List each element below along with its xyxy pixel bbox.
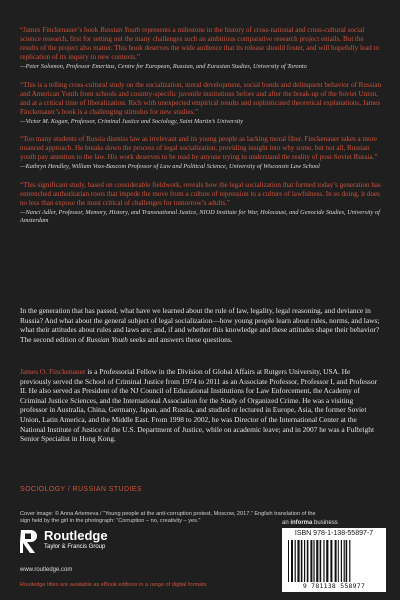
quote-text: “This significant study, based on considerable fieldwork, reveals how the legal socialization that formed today’s generation has entrenched authoritarian roots that impede the move from a culture of repression to a culture of lawfulness. In so doing, it does no less than expose the most critical of challenges for tomorrow’s adults.” (20, 180, 381, 207)
routledge-logo-icon (20, 528, 38, 554)
book-title: Russian Youth (100, 26, 141, 34)
review-quote (20, 81, 382, 117)
barcode-panel (282, 528, 386, 592)
barcode-bar (297, 540, 299, 582)
isbn-number: ISBN 978-1-138-55897-7 (294, 530, 374, 537)
barcode-bar (313, 540, 314, 582)
barcode-bar (341, 540, 342, 582)
bio-text: is a Professorial Fellow in the Division of Global Affairs at Rutgers University, USA. He previously served the School of Criminal Justice from 1974 to 2011 as an Associate Professor, Professor I, and Professor II. He also served as President of the NJ Council of Educational Institutions for Law Enforcement, the Academy of Criminal Justice Sciences, and the International Association for the Study of Organized Crime. He was a visiting professor in Australia, China, Germany, Japan, and Russia, and studied or lectured in Europe, Asia, the former Soviet Union, Latin America, and the Middle East. From 1998 to 2002, he was Director of the International Center at the National Institute of Justice of the U.S. Department of Justice, while on academic leave; and in 2007 he was a Fulbright Senior Specialist in Hong Kong. (20, 367, 377, 444)
barcode-bar (346, 540, 348, 582)
barcode-bar (307, 540, 309, 582)
reviews-section (20, 26, 382, 234)
barcode-bar (335, 540, 337, 582)
review-attribution: —Victor M. Kogan, Professor, Criminal Justice and Sociology, Saint Martin’s University (20, 117, 244, 125)
barcode-bar (301, 540, 303, 582)
author-name: James O. Finckenauer (20, 367, 86, 376)
barcode-bar (330, 540, 332, 582)
summary-text: seeks and answers these questions. (127, 334, 233, 344)
barcode-bar (326, 540, 328, 582)
barcode-digits: 9 781138 558977 (302, 582, 366, 590)
review-quote (20, 135, 382, 162)
barcode-bar (338, 540, 339, 582)
cover-image-credit: Cover image: © Anna Artemeva / “Young people at the anti-corruption protest, Moscow, 2017.” English translation of the sign held by the girl in the photograph: “Corruption – no, creativity – yes.” (20, 511, 316, 525)
review-1 (20, 26, 382, 72)
subject-category: SOCIOLOGY / RUSSIAN STUDIES (20, 486, 142, 493)
informa-brand: informa (290, 520, 313, 526)
barcode-bar (295, 540, 296, 582)
informa-tagline (282, 520, 338, 526)
publisher-group: Taylor & Francis Group (44, 544, 106, 550)
quote-text: represents a milestone in the history of cross-national and cross-cultural social science research, first for setting out the many challenges such an ambitious comparative research project entails. But the results of the project also matter. This book deserves the wide audience that its release should foster, and will hopefully lead to replication of its inquiry in new contexts.” (20, 26, 380, 62)
barcode-bar (291, 540, 293, 582)
quote-text: “This is a telling cross-cultural study on the socialization, moral development, social bonds and delinquent behavior of Russian and American Youth from schools and country-specific juvenile institutions before and after the break-up of the Soviet Union, and at a critical time of liberalization. Rich with unexpected empirical results and sophisticated theoretical explanations, James Finckenauer’s book is a challenging stimulus for new studies.” (20, 80, 382, 116)
barcode-bar (304, 540, 305, 582)
book-title: Russian Youth (86, 334, 128, 344)
publisher-name: Routledge (44, 528, 108, 543)
publisher-website[interactable]: www.routledge.com (20, 567, 73, 573)
summary-text: In the generation that has passed, what have we learned about the rule of law, legality, legal reasoning, and deviance in Russia? And what about the general subject of legal socialization—how young people learn about rules, norms, and laws; what their attitudes about rules and laws are; and, if and whether this knowledge and these attitudes shape their behavior? The second edition of (20, 306, 380, 344)
author-bio (20, 367, 382, 444)
informa-text: an (282, 520, 291, 526)
review-quote (20, 181, 382, 208)
barcode-icon (286, 540, 382, 582)
quote-text: “James Finckenauer’s book (20, 26, 101, 34)
barcode-bar (320, 540, 322, 582)
barcode-bar (323, 540, 324, 582)
review-4 (20, 181, 382, 226)
barcode-bar (310, 540, 312, 582)
review-attribution: —Nanci Adler, Professor, Memory, History, and Transnational Justice, NIOD Institute for War, Holocaust, and Genocide Studies, University of Amsterdam (20, 208, 380, 225)
review-attribution: —Peter Solomon, Professor Emeritus, Centre for European, Russian, and Eurasian Studies, University of Toronto (20, 63, 307, 71)
barcode-bar (316, 540, 318, 582)
review-3 (20, 135, 382, 171)
quote-text: “Too many students of Russia dismiss law as irrelevant and its young people as lacking moral fiber. Finckenauer takes a more nuanced approach. He breaks down the process of legal socialization, providing insight into why some, but not all, Russian youth pay attention to the law. His work deserves to be read by anyone trying to understand the reality of post-Soviet Russia.” (20, 135, 378, 162)
book-summary (20, 306, 382, 344)
review-attribution: —Kathryn Hendley, William Voss-Bascom Professor of Law and Political Science, University of Wisconsin Law School (20, 163, 320, 171)
informa-text: business (312, 520, 338, 526)
publisher-logo (20, 526, 140, 566)
ebook-note: Routledge titles are available as eBook editions in a range of digital formats (20, 582, 207, 588)
review-quote (20, 26, 382, 62)
barcode-bar (288, 540, 289, 582)
barcode-bar (344, 540, 345, 582)
barcode-bar (349, 540, 350, 582)
review-2 (20, 81, 382, 127)
